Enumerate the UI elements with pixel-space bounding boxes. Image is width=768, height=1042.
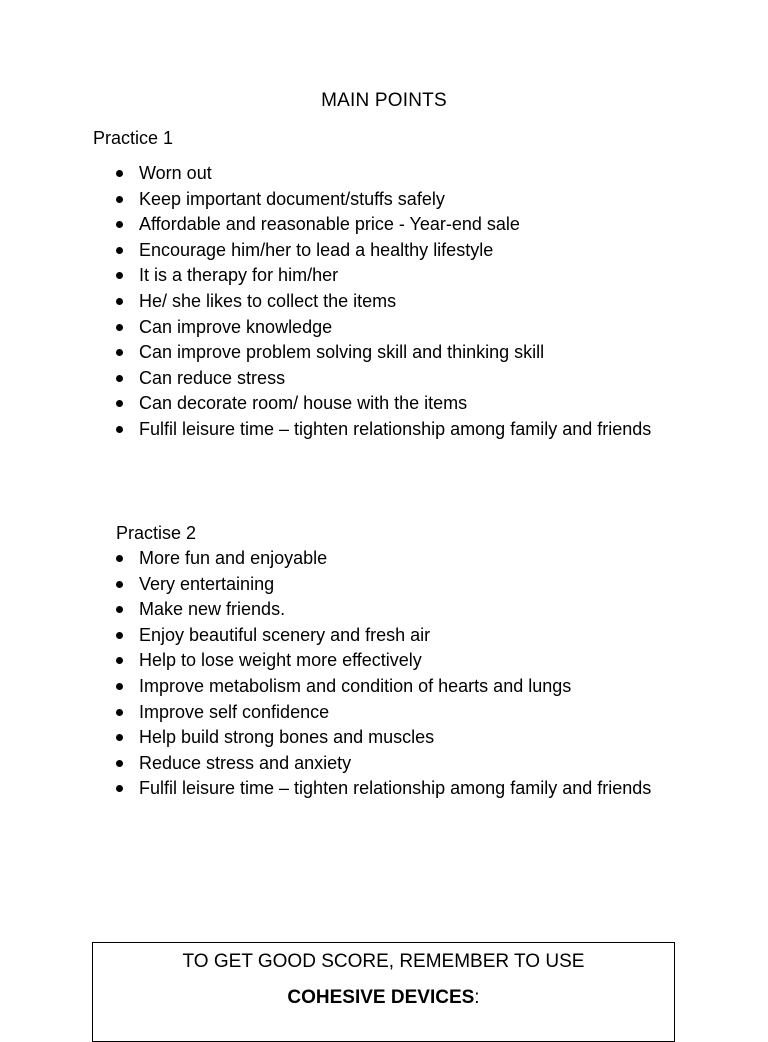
- list-item: [116, 238, 656, 264]
- list-item-text: Can improve problem solving skill and thinking skill: [139, 342, 545, 363]
- list-item-text: Fulfil leisure time – tighten relationship among family and friends: [139, 418, 652, 439]
- list-item: [116, 648, 656, 674]
- list-item-text: Encourage him/her to lead a healthy lifestyle: [139, 239, 494, 260]
- list-item: [116, 623, 656, 649]
- list-item: [116, 263, 656, 289]
- list-item-text: Can reduce stress: [139, 367, 286, 388]
- cohesive-devices-callout: [92, 942, 675, 1042]
- list-item-text: Improve metabolism and condition of hearts and lungs: [139, 675, 572, 696]
- list-item: [116, 572, 656, 598]
- bullet-icon: [116, 221, 123, 228]
- bullet-icon: [116, 760, 123, 767]
- list-item-text: More fun and enjoyable: [139, 548, 328, 568]
- list-item: [116, 340, 656, 366]
- bullet-icon: [116, 426, 123, 433]
- list-item: [116, 417, 656, 443]
- bullet-icon: [116, 632, 123, 639]
- list-item-text: Keep important document/stuffs safely: [139, 188, 445, 209]
- practice-1-label: Practice 1: [93, 128, 174, 148]
- list-item-text: Help build strong bones and muscles: [139, 727, 435, 748]
- callout-bold-text: COHESIVE DEVICES: [287, 987, 475, 1008]
- bullet-icon: [116, 375, 123, 382]
- page-title: MAIN POINTS: [321, 90, 447, 111]
- list-item: [116, 212, 656, 238]
- list-item: [116, 161, 656, 187]
- list-item-text: Worn out: [139, 163, 212, 183]
- bullet-icon: [116, 683, 123, 690]
- list-item-text: Affordable and reasonable price - Year-end sale: [139, 214, 520, 235]
- list-item-text: Make new friends.: [139, 599, 286, 620]
- list-item-text: Reduce stress and anxiety: [139, 752, 352, 773]
- bullet-icon: [116, 324, 123, 331]
- list-item: [116, 187, 656, 213]
- list-item-text: Enjoy beautiful scenery and fresh air: [139, 624, 431, 645]
- list-item-text: Improve self confidence: [139, 701, 330, 722]
- bullet-icon: [116, 709, 123, 716]
- list-item: [116, 366, 656, 392]
- list-item: [116, 725, 656, 751]
- practice-1-list: [116, 161, 656, 443]
- bullet-icon: [116, 606, 123, 613]
- list-item-text: He/ she likes to collect the items: [139, 290, 397, 311]
- bullet-icon: [116, 785, 123, 792]
- bullet-icon: [116, 581, 123, 588]
- bullet-icon: [116, 298, 123, 305]
- bullet-icon: [116, 247, 123, 254]
- callout-colon: :: [474, 987, 480, 1008]
- list-item: [116, 391, 656, 417]
- bullet-icon: [116, 555, 123, 562]
- practice-2-list: [116, 546, 656, 802]
- list-item: [116, 674, 656, 700]
- list-item-text: Can improve knowledge: [139, 316, 333, 337]
- list-item-text: Help to lose weight more effectively: [139, 650, 422, 671]
- bullet-icon: [116, 272, 123, 279]
- list-item-text: Fulfil leisure time – tighten relationship among family and friends: [139, 778, 652, 799]
- bullet-icon: [116, 170, 123, 177]
- practice-2-label: Practise 2: [116, 523, 197, 543]
- bullet-icon: [116, 734, 123, 741]
- callout-heading: TO GET GOOD SCORE, REMEMBER TO USE: [182, 951, 585, 972]
- list-item: [116, 597, 656, 623]
- list-item: [116, 751, 656, 777]
- list-item-text: Can decorate room/ house with the items: [139, 393, 468, 414]
- list-item: [116, 546, 656, 572]
- bullet-icon: [116, 400, 123, 407]
- list-item: [116, 776, 656, 802]
- list-item-text: Very entertaining: [139, 573, 275, 594]
- list-item-text: It is a therapy for him/her: [139, 265, 339, 286]
- callout-subheading: [93, 986, 674, 1010]
- bullet-icon: [116, 349, 123, 356]
- list-item: [116, 315, 656, 341]
- bullet-icon: [116, 657, 123, 664]
- bullet-icon: [116, 196, 123, 203]
- list-item: [116, 700, 656, 726]
- list-item: [116, 289, 656, 315]
